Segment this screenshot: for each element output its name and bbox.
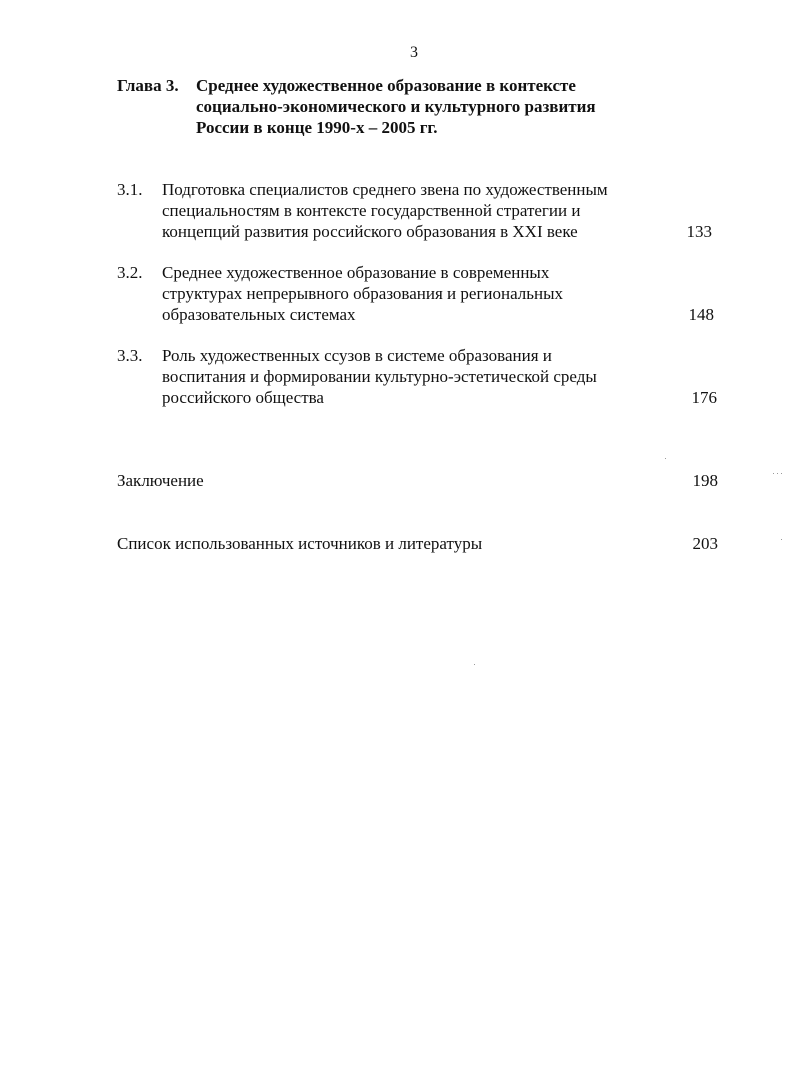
conclusion-label: Заключение bbox=[117, 471, 204, 490]
scan-speck bbox=[781, 539, 782, 540]
section-title-line: воспитания и формировании культурно-эстетической среды bbox=[162, 367, 597, 386]
section-title bbox=[162, 262, 672, 325]
chapter-title-line: Среднее художественное образование в контексте bbox=[196, 76, 576, 95]
section-number: 3.2. bbox=[117, 263, 143, 282]
section-title-line: Подготовка специалистов среднего звена по художественным bbox=[162, 180, 608, 199]
section-page-number: 133 bbox=[686, 222, 712, 241]
scan-speck bbox=[777, 473, 778, 474]
section-title bbox=[162, 345, 672, 408]
sources-page-number: 203 bbox=[692, 534, 718, 553]
sources-label: Список использованных источников и литературы bbox=[117, 534, 483, 553]
conclusion-page-number: 198 bbox=[692, 471, 718, 490]
section-title-line: специальностям в контексте государственной стратегии и bbox=[162, 201, 581, 220]
section-number: 3.1. bbox=[117, 180, 143, 199]
section-title-line: структурах непрерывного образования и региональных bbox=[162, 284, 564, 303]
section-title-line: Роль художественных ссузов в системе образования и bbox=[162, 346, 552, 365]
section-title-line: Среднее художественное образование в современных bbox=[162, 263, 550, 282]
section-title-line: образовательных системах bbox=[162, 305, 356, 324]
section-number: 3.3. bbox=[117, 346, 143, 365]
section-title bbox=[162, 179, 672, 242]
chapter-label: Глава 3. bbox=[117, 76, 179, 95]
scan-speck bbox=[474, 664, 475, 665]
section-page-number: 148 bbox=[688, 305, 714, 324]
page-number: 3 bbox=[410, 44, 418, 61]
chapter-title bbox=[196, 75, 666, 138]
section-title-line: концепций развития российского образования в XXI веке bbox=[162, 222, 578, 241]
scan-speck bbox=[781, 473, 782, 474]
scan-speck bbox=[773, 473, 774, 474]
section-title-line: российского общества bbox=[162, 388, 324, 407]
chapter-title-line: социально-экономического и культурного развития bbox=[196, 97, 596, 116]
chapter-title-line: России в конце 1990-х – 2005 гг. bbox=[196, 118, 438, 137]
section-page-number: 176 bbox=[691, 388, 717, 407]
scan-speck bbox=[665, 458, 666, 459]
